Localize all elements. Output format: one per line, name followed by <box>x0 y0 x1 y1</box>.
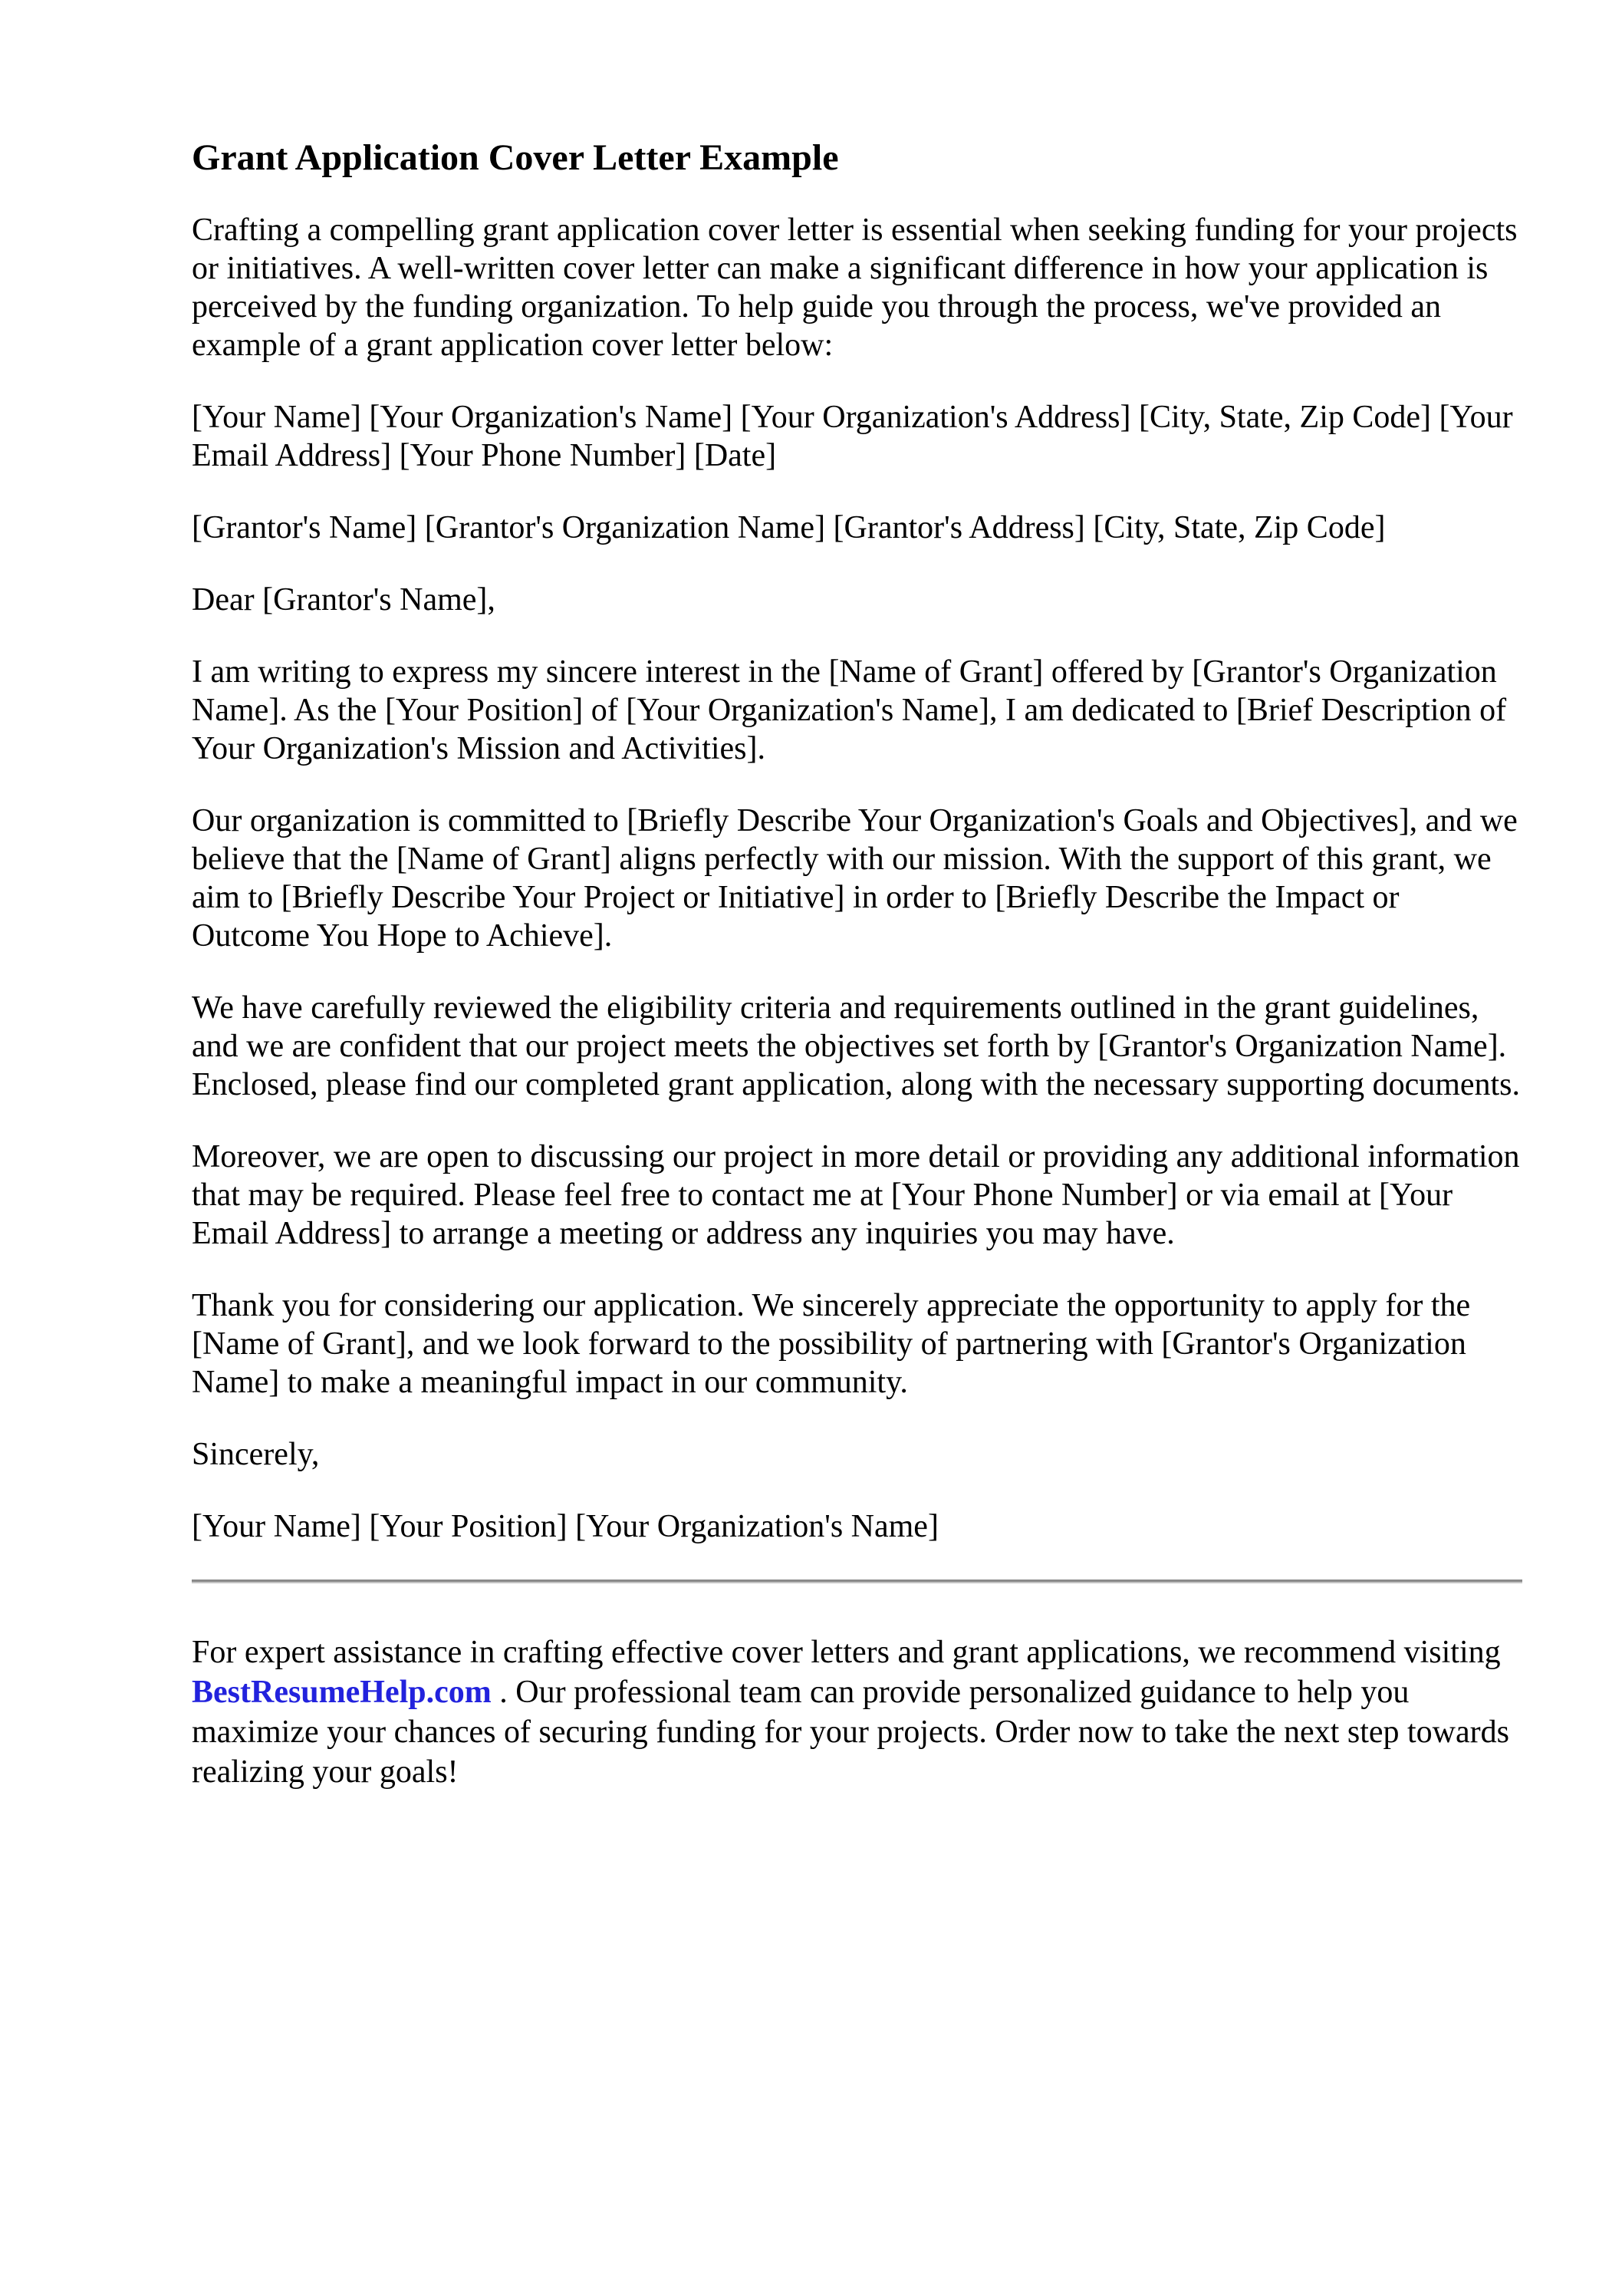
body-paragraph-mission: Our organization is committed to [Briefly Describe Your Organization's Goals and Objectives], and we believe that the [Name of Grant] aligns perfectly with our mission. With the support of this grant, we aim to [Briefly Describe Your Project or Initiative] in order to [Briefly Describe the Impact or Outcome You Hope to Achieve]. <box>192 803 1518 954</box>
footer-text-before-link: For expert assistance in crafting effective cover letters and grant applications, we recommend visiting <box>192 1635 1501 1670</box>
body-paragraph-contact: Moreover, we are open to discussing our project in more detail or providing any additional information that may be required. Please feel free to contact me at [Your Phone Number] or via email at [Your Email Address] to arrange a meeting or address any inquiries you may have. <box>192 1139 1520 1251</box>
body-paragraph-thanks: Thank you for considering our application. We sincerely appreciate the opportunity to apply for the [Name of Grant], and we look forward to the possibility of partnering with [Grantor's Organization Name] to make a meaningful impact in our community. <box>192 1288 1471 1400</box>
body-paragraph-interest: I am writing to express my sincere interest in the [Name of Grant] offered by [Grantor's Organization Name]. As the [Your Position] of [Your Organization's Name], I am dedicated to [Brief Description of Your Organization's Mission and Activities]. <box>192 654 1507 766</box>
salutation-line: Dear [Grantor's Name], <box>192 582 495 618</box>
page-title: Grant Application Cover Letter Example <box>192 137 839 178</box>
footer-paragraph <box>192 1632 1522 1792</box>
signature-line: [Your Name] [Your Position] [Your Organization's Name] <box>192 1509 939 1544</box>
intro-paragraph: Crafting a compelling grant application cover letter is essential when seeking funding for your projects or initiatives. A well-written cover letter can make a significant difference in how your application is perceived by the funding organization. To help guide you through the process, we've provided an example of a grant application cover letter below: <box>192 212 1518 363</box>
closing-line: Sincerely, <box>192 1437 320 1472</box>
sender-placeholder-line: [Your Name] [Your Organization's Name] [Your Organization's Address] [City, State, Zip Code] [Your Email Address] [Your Phone Number] [Date] <box>192 400 1513 473</box>
body-paragraph-eligibility: We have carefully reviewed the eligibility criteria and requirements outlined in the grant guidelines, and we are confident that our project meets the objectives set forth by [Grantor's Organization Name]. Enclosed, please find our completed grant application, along with the necessary supporting documents. <box>192 990 1521 1102</box>
grantor-placeholder-line: [Grantor's Name] [Grantor's Organization Name] [Grantor's Address] [City, State, Zip Code] <box>192 510 1386 545</box>
footer-text-after-link: . Our professional team can provide personalized guidance to help you maximize your chances of securing funding for your projects. Order now to take the next step towards realizing your goals! <box>192 1675 1509 1790</box>
section-divider <box>192 1580 1522 1583</box>
bestresumehelp-link[interactable]: BestResumeHelp.com <box>192 1675 492 1710</box>
